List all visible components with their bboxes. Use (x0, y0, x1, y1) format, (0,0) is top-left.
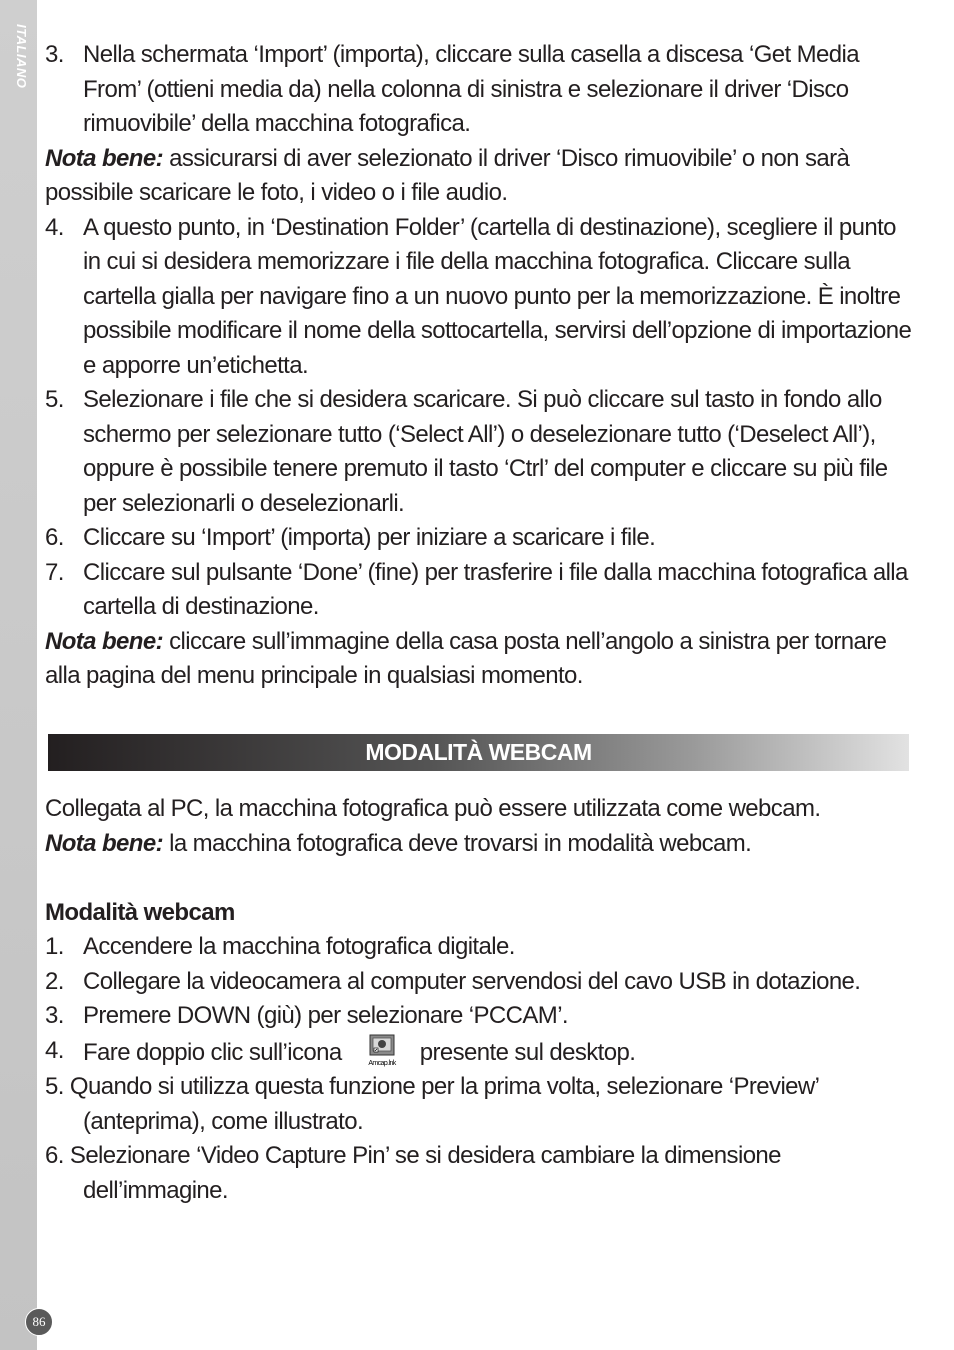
note-label: Nota bene: (45, 627, 164, 655)
icon-caption: Amcap.lnk (368, 1059, 396, 1067)
list-item (45, 999, 913, 1034)
amcap-icon-graphic (360, 1034, 404, 1068)
list-item (45, 211, 913, 384)
item-number: 3. (45, 41, 64, 68)
amcap-shortcut-icon (360, 1034, 404, 1068)
section-header (48, 734, 909, 771)
item-number: 4. (45, 213, 64, 241)
item-text: Collegare la videocamera al computer servendosi del cavo USB in dotazione. (83, 967, 861, 995)
item-text: Premere DOWN (giù) per selezionare ‘PCCAM’. (83, 1002, 568, 1029)
item-text: Cliccare sul pulsante ‘Done’ (fine) per trasferire i file dalla macchina fotografica alla cartella di destinazione. (83, 558, 908, 620)
spacer (45, 861, 913, 896)
list-item (45, 1034, 913, 1071)
list-item (45, 38, 913, 142)
instructions-webcam (45, 792, 913, 1208)
list-item (45, 383, 913, 521)
list-item (45, 1070, 913, 1139)
item-number: 6. (45, 524, 64, 551)
note-paragraph (45, 625, 913, 694)
item-number: 5. (45, 1073, 64, 1100)
item-number: 3. (45, 1002, 64, 1029)
note-paragraph (45, 827, 913, 862)
intro-paragraph: Collegata al PC, la macchina fotografica può essere utilizzata come webcam. (45, 795, 821, 822)
instructions-top (45, 38, 913, 694)
item-text-before: Fare doppio clic sull’icona (83, 1038, 342, 1066)
note-text: assicurarsi di aver selezionato il driver ‘Disco rimuovibile’ o non sarà possibile scaricare le foto, i video o i file audio. (45, 144, 850, 206)
subheading: Modalità webcam (45, 898, 235, 926)
item-text: Quando si utilizza questa funzione per la prima volta, selezionare ‘Preview’ (anteprima), come illustrato. (69, 1073, 819, 1135)
list-item (45, 1139, 913, 1208)
note-label: Nota bene: (45, 144, 164, 172)
note-paragraph (45, 142, 913, 211)
item-text: Nella schermata ‘Import’ (importa), cliccare sulla casella a discesa ‘Get Media From’ (ottieni media da) nella colonna di sinistra e selezionare il driver ‘Disco rimuovibile’ della macchina fotografica. (83, 41, 860, 137)
side-bar (0, 0, 37, 1350)
list-item (45, 965, 913, 1000)
list-item (45, 556, 913, 625)
item-number: 6. (45, 1142, 64, 1169)
item-number: 2. (45, 967, 64, 995)
item-number: 1. (45, 933, 64, 960)
note-text: la macchina fotografica deve trovarsi in modalità webcam. (163, 829, 752, 857)
item-text: Cliccare su ‘Import’ (importa) per iniziare a scaricare i file. (83, 524, 656, 551)
item-number: 7. (45, 558, 64, 586)
note-label: Nota bene: (45, 829, 164, 857)
item-text: Accendere la macchina fotografica digitale. (83, 933, 515, 960)
item-text: Selezionare ‘Video Capture Pin’ se si desidera cambiare la dimensione dell’immagine. (69, 1142, 781, 1204)
item-text-after: presente sul desktop. (419, 1038, 636, 1066)
item-number: 5. (45, 386, 64, 413)
list-item (45, 930, 913, 965)
page-number: 86 (25, 1308, 53, 1336)
note-text: cliccare sull’immagine della casa posta nell’angolo a sinistra per tornare alla pagina del menu principale in qualsiasi momento. (45, 627, 887, 689)
item-number: 4. (45, 1036, 64, 1064)
language-label: ITALIANO (14, 24, 29, 89)
list-item (45, 521, 913, 556)
item-text: A questo punto, in ‘Destination Folder’ (cartella di destinazione), scegliere il punto in cui si desidera memorizzare i file della macchina fotografica. Cliccare sulla cartella gialla per navigare fino a un nuovo punto per la memorizzazione. È inoltre possibile modificare il nome della sottocartella, servirsi dell’opzione di importazione e apporre un’etichetta. (83, 213, 912, 379)
section-title: MODALITÀ WEBCAM (365, 739, 592, 765)
item-text: Selezionare i file che si desidera scaricare. Si può cliccare sul tasto in fondo allo schermo per selezionare tutto (‘Select All’) o deselezionare tutto (‘Deselect All’), oppure è possibile tenere premuto il tasto ‘Ctrl’ del computer e cliccare su più file per selezionarli o deselezionarli. (83, 386, 888, 517)
